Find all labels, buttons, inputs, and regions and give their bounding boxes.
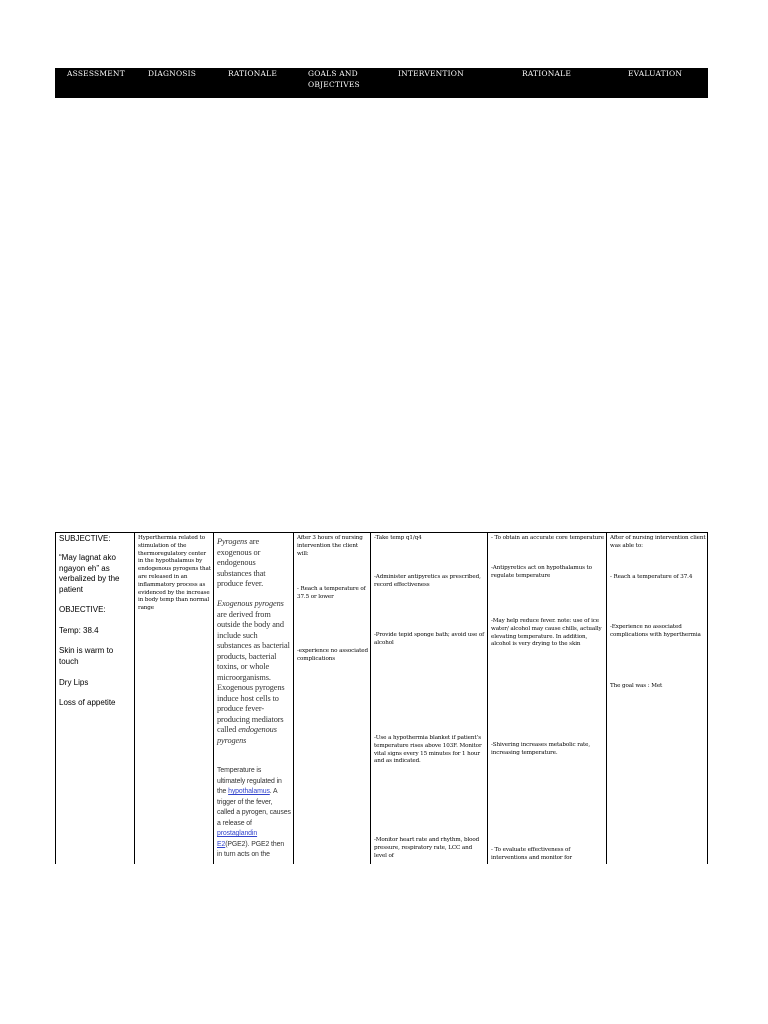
evaluation-no-complications: -Experience no associated complications with hyperthermia [610,624,701,638]
prostaglandin-link[interactable]: prostaglandin E2 [217,830,258,848]
assessment-column [56,533,135,864]
intervention-column [371,533,488,864]
header-goals: GOALS AND [308,69,358,78]
evaluation-goal-met: The goal was : Met [610,683,663,689]
intervention-sponge-bath: -Provide tepid sponge bath; avoid use of alcohol [374,632,485,646]
intervention-take-temp: -Take temp q1/q4 [374,535,422,541]
header-diagnosis: DIAGNOSIS [148,69,197,78]
header-intervention: INTERVENTION [398,69,464,78]
temperature-reading: Temp: 38.4 [59,626,99,635]
header-rationale-2: RATIONALE [522,69,572,78]
hypothalamus-link[interactable]: hypothalamus [228,788,270,795]
rationale-antipyretics: -Antipyretics act on hypothalamus to regulate temperature [491,565,592,579]
rationale-evaluate: - To evaluate effectiveness of interventions and monitor for [491,847,572,861]
rationale-sponge-bath: -May help reduce fever. note: use of ice water/ alcohol may cause chills, actually elevating temperature. In addition, alcohol is very drying to the skin [491,618,602,648]
pyrogens-paragraph: Pyrogens are exogenous or endogenous substances that produce fever. [217,537,266,588]
intervention-monitor-vitals: -Monitor heart rate and rhythm, blood pressure, respiratory rate, LCC and level of [374,837,480,859]
header-rationale: RATIONALE [228,69,278,78]
subjective-quote: “May lagnat ako ngayon eh” as verbalized by the patient [59,553,120,594]
exogenous-paragraph: Exogenous pyrogens are derived from outside the body and include such substances as bacterial products, bacterial toxins, or whole microorganisms. Exogenous pyrogens induce host cells to produce fever-producing mediators called endogenous pyrogens [217,599,290,745]
header-evaluation: EVALUATION [628,69,683,78]
endogenous-term: endogenous pyrogens [217,725,277,745]
header-objectives: OBJECTIVES [308,80,360,89]
rationale-core-temp: - To obtain an accurate core temperature [491,535,604,541]
care-plan-header [55,68,708,98]
goal-temperature: - Reach a temperature of 37.5 or lower [297,586,366,600]
exogenous-term: Exogenous pyrogens [217,599,284,608]
goal-no-complications: -experience no associated complications [297,648,368,662]
evaluation-temperature: - Reach a temperature of 37.4 [610,574,693,580]
temperature-regulation-paragraph: Temperature is ultimately regulated in the hypothalamus. A trigger of the fever, called a pyrogen, causes a release of prostaglandin E2(PGE2). PGE2 then in turn acts on the [217,767,291,858]
rationale-shivering: -Shivering increases metabolic rate, increasing temperature. [491,742,591,756]
objective-label: OBJECTIVE: [59,605,106,614]
pyrogens-term: Pyrogens [217,537,248,546]
rationale-2-column [488,533,607,864]
diagnosis-column [135,533,214,864]
rationale-column [214,533,294,864]
nursing-diagnosis: Hyperthermia related to stimulation of the thermoregulatory center in the hypothalamus by endogenous pyrogens that are released in an inflammatory process as evidenced by the increase in body temp than normal range [138,535,211,612]
evaluation-column [607,533,708,864]
skin-finding: Skin is warm to touch [59,646,114,666]
lips-finding: Dry Lips [59,678,89,687]
header-assessment: ASSESSMENT [67,69,125,78]
evaluation-intro: After of nursing intervention client was able to: [610,535,706,549]
goals-column [294,533,371,864]
intervention-hypothermia-blanket: -Use a hypothermia blanket if patient’s temperature rises above 103F. Monitor vital signs every 15 minutes for 1 hour and as indicated. [374,735,482,765]
intervention-antipyretics: -Administer antipyretics as prescribed, record effectiveness [374,574,481,588]
appetite-finding: Loss of appetite [59,698,116,707]
subjective-label: SUBJECTIVE: [59,534,111,543]
goals-intro: After 3 hours of nursing intervention the client will: [297,535,363,557]
care-plan-table [55,532,708,864]
